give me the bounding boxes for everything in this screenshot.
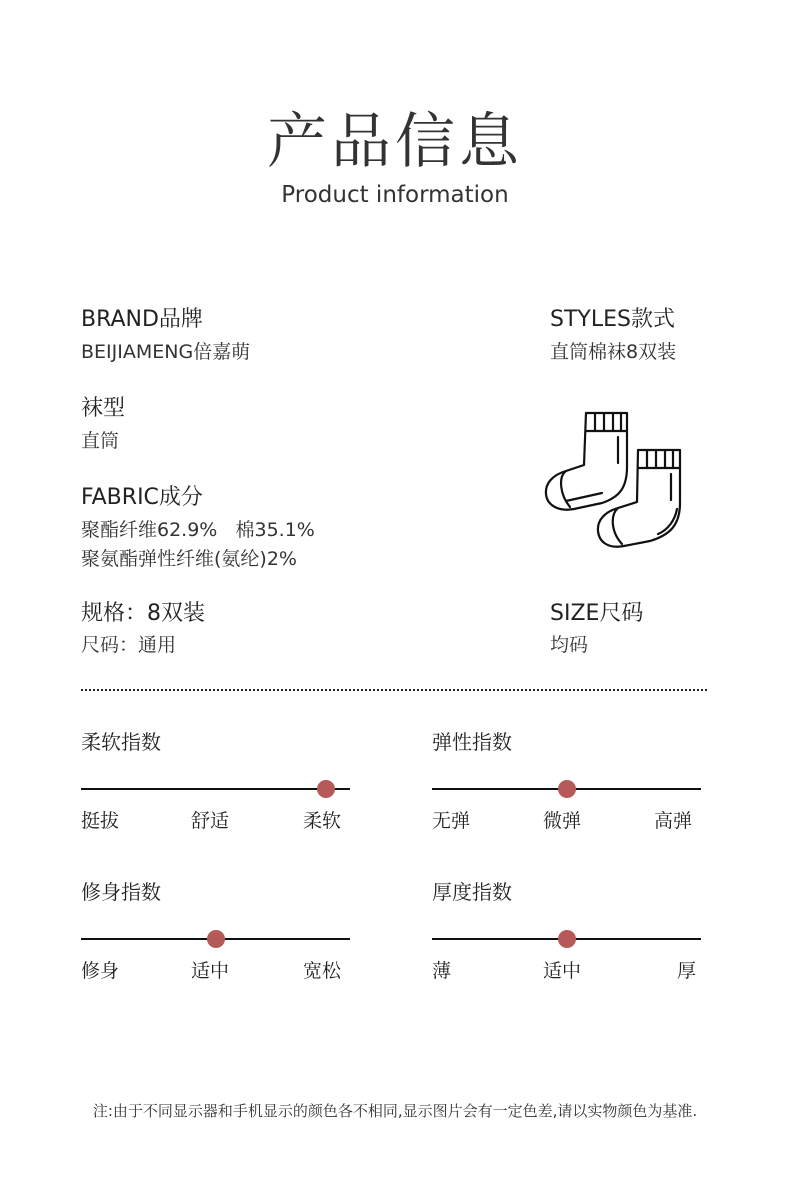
scale-indicator bbox=[317, 780, 335, 798]
scale-track bbox=[81, 788, 350, 790]
page-title: 产品信息 bbox=[267, 107, 523, 177]
fabric-composition-2: 聚氨酯弹性纤维(氨纶)2% bbox=[81, 548, 297, 570]
scale-title: 柔软指数 bbox=[81, 730, 161, 754]
scale-indicator bbox=[558, 930, 576, 948]
fabric-composition-1: 聚酯纤维62.9% 棉35.1% bbox=[81, 519, 315, 541]
scale-indicator bbox=[207, 930, 225, 948]
softness-scale bbox=[81, 728, 350, 838]
scale-indicator bbox=[558, 780, 576, 798]
spec-label: 规格：8双装 bbox=[81, 601, 205, 626]
scale-right-label: 宽松 bbox=[303, 960, 342, 982]
brand-label: BRAND品牌 bbox=[81, 307, 203, 332]
elasticity-scale bbox=[432, 728, 701, 838]
scale-mid-label: 微弹 bbox=[543, 810, 582, 832]
scale-right-label: 高弹 bbox=[654, 810, 693, 832]
fit-scale bbox=[81, 878, 350, 988]
divider bbox=[81, 689, 707, 691]
size-label: SIZE尺码 bbox=[550, 601, 644, 626]
styles-value: 直筒棉袜8双装 bbox=[550, 341, 677, 363]
fabric-label: FABRIC成分 bbox=[81, 485, 203, 510]
scale-title: 厚度指数 bbox=[432, 880, 512, 904]
scale-mid-label: 适中 bbox=[191, 960, 230, 982]
sock-type-value: 直筒 bbox=[81, 430, 120, 452]
scale-right-label: 厚 bbox=[677, 960, 697, 982]
scale-title: 修身指数 bbox=[81, 880, 161, 904]
sock-type-label: 袜型 bbox=[81, 396, 126, 421]
footer-note: 注:由于不同显示器和手机显示的颜色各不相同,显示图片会有一定色差,请以实物颜色为基准. bbox=[92, 1102, 698, 1120]
size-value: 均码 bbox=[550, 634, 589, 656]
styles-label: STYLES款式 bbox=[550, 307, 675, 332]
scale-mid-label: 舒适 bbox=[191, 810, 230, 832]
scale-left-label: 薄 bbox=[432, 960, 452, 982]
page-subtitle: Product information bbox=[281, 182, 509, 208]
thickness-scale bbox=[432, 878, 701, 988]
size-line: 尺码：通用 bbox=[81, 634, 177, 656]
scale-left-label: 无弹 bbox=[432, 810, 471, 832]
scale-mid-label: 适中 bbox=[543, 960, 582, 982]
scale-title: 弹性指数 bbox=[432, 730, 512, 754]
scale-left-label: 修身 bbox=[81, 960, 120, 982]
brand-value: BEIJIAMENG倍嘉萌 bbox=[81, 341, 251, 363]
socks-icon bbox=[540, 405, 690, 553]
scale-right-label: 柔软 bbox=[303, 810, 342, 832]
scale-left-label: 挺拔 bbox=[81, 810, 120, 832]
